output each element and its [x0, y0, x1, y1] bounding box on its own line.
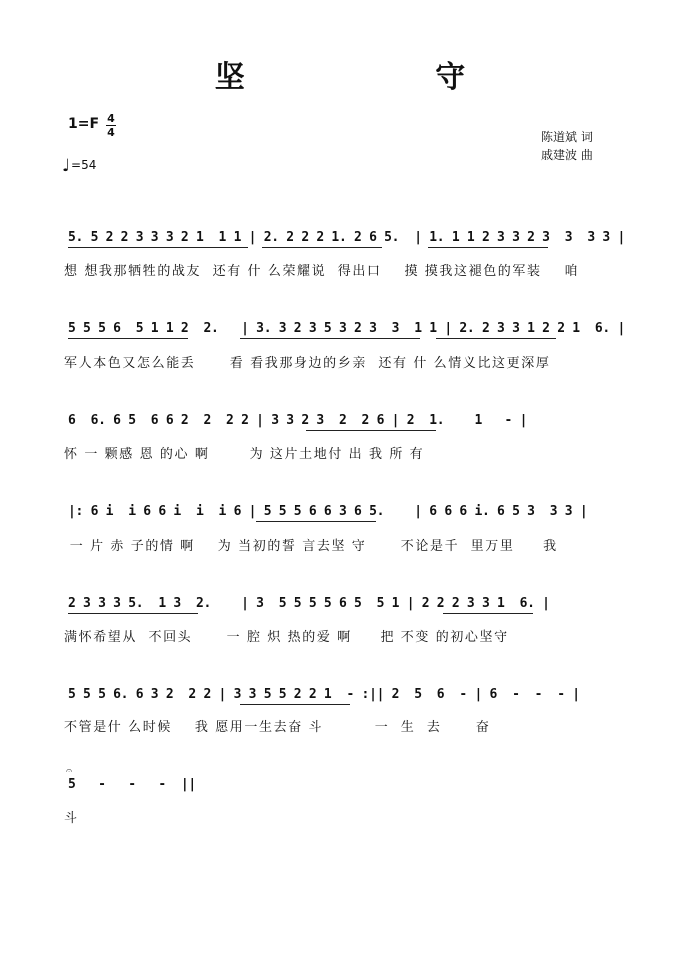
notation-line-1: 5. 5 2 2 3 3 3 2 1 1 1 | 2. 2 2 2 1. 2 6 5. | 1. 1 1 2 3 3 2 3 3 3 3 | — [68, 230, 625, 245]
quarter-note-icon: ♩ — [62, 156, 71, 176]
beam-line-1b — [262, 247, 382, 248]
beam-line-1a — [68, 247, 248, 248]
lyrics-line-7: 斗 — [64, 811, 79, 826]
lyrics-line-2: 军人本色又怎么能丢 看 看我那身边的乡亲 还有 什 么情义比这更深厚 — [64, 356, 551, 371]
beam-line-2c — [436, 338, 556, 339]
time-signature-top: 4 — [107, 112, 115, 125]
beam-line-6a — [240, 704, 350, 705]
key-signature: 1=F — [68, 116, 100, 132]
tempo-marking — [62, 156, 96, 176]
time-signature — [106, 113, 116, 138]
fermata-icon: 𝄐 — [66, 764, 73, 777]
notation-line-2: 5 5 5 6 5 1 1 2 2. | 3. 3 2 3 5 3 2 3 3 1 1 | 2. 2 3 3 1 2 2 1 6. | — [68, 321, 625, 336]
beam-line-2b — [240, 338, 420, 339]
beam-line-1c — [428, 247, 548, 248]
notation-line-6: 5 5 5 6. 6 3 2 2 2 | 3 3 5 5 2 2 1 - :|| 2 5 6 - | 6 - - - | — [68, 687, 580, 702]
notation-line-4: |: 6 i i 6 6 i i i 6 | 5 5 5 6 6 3 6 5. | 6 6 6 i. 6 5 3 3 3 | — [68, 504, 588, 519]
lyrics-line-1: 想 想我那牺牲的战友 还有 什 么荣耀说 得出口 摸 摸我这褪色的军装 咱 — [64, 264, 580, 279]
beam-line-5a — [68, 613, 198, 614]
lyricist-credit: 陈道斌 词 — [541, 130, 593, 144]
notation-line-3: 6 6. 6 5 6 6 2 2 2 2 | 3 3 2 3 2 2 6 | 2 1. 1 - | — [68, 413, 528, 428]
beam-line-4a — [256, 521, 376, 522]
lyrics-line-3: 怀 一 颗感 恩 的心 啊 为 这片土地付 出 我 所 有 — [64, 447, 425, 462]
lyrics-line-5: 满怀希望从 不回头 一 腔 炽 热的爱 啊 把 不变 的初心坚守 — [64, 630, 509, 645]
lyrics-line-6: 不管是什 么时候 我 愿用一生去奋 斗 一 生 去 奋 — [64, 720, 491, 735]
beam-line-5b — [443, 613, 533, 614]
lyrics-line-4: 一 片 赤 子的情 啊 为 当初的誓 言去坚 守 不论是千 里万里 我 — [64, 539, 558, 554]
beam-line-3a — [306, 430, 436, 431]
beam-line-2a — [68, 338, 188, 339]
notation-line-5: 2 3 3 3 5. 1 3 2. | 3 5 5 5 5 6 5 5 1 | 2 2 2 3 3 1 6. | — [68, 596, 550, 611]
tempo-value: =54 — [71, 158, 97, 172]
song-title: 坚 守 — [214, 60, 556, 95]
notation-line-7: 5 - - - || — [68, 777, 196, 792]
composer-credit: 戚建波 曲 — [541, 148, 593, 162]
time-signature-bottom: 4 — [107, 126, 115, 139]
